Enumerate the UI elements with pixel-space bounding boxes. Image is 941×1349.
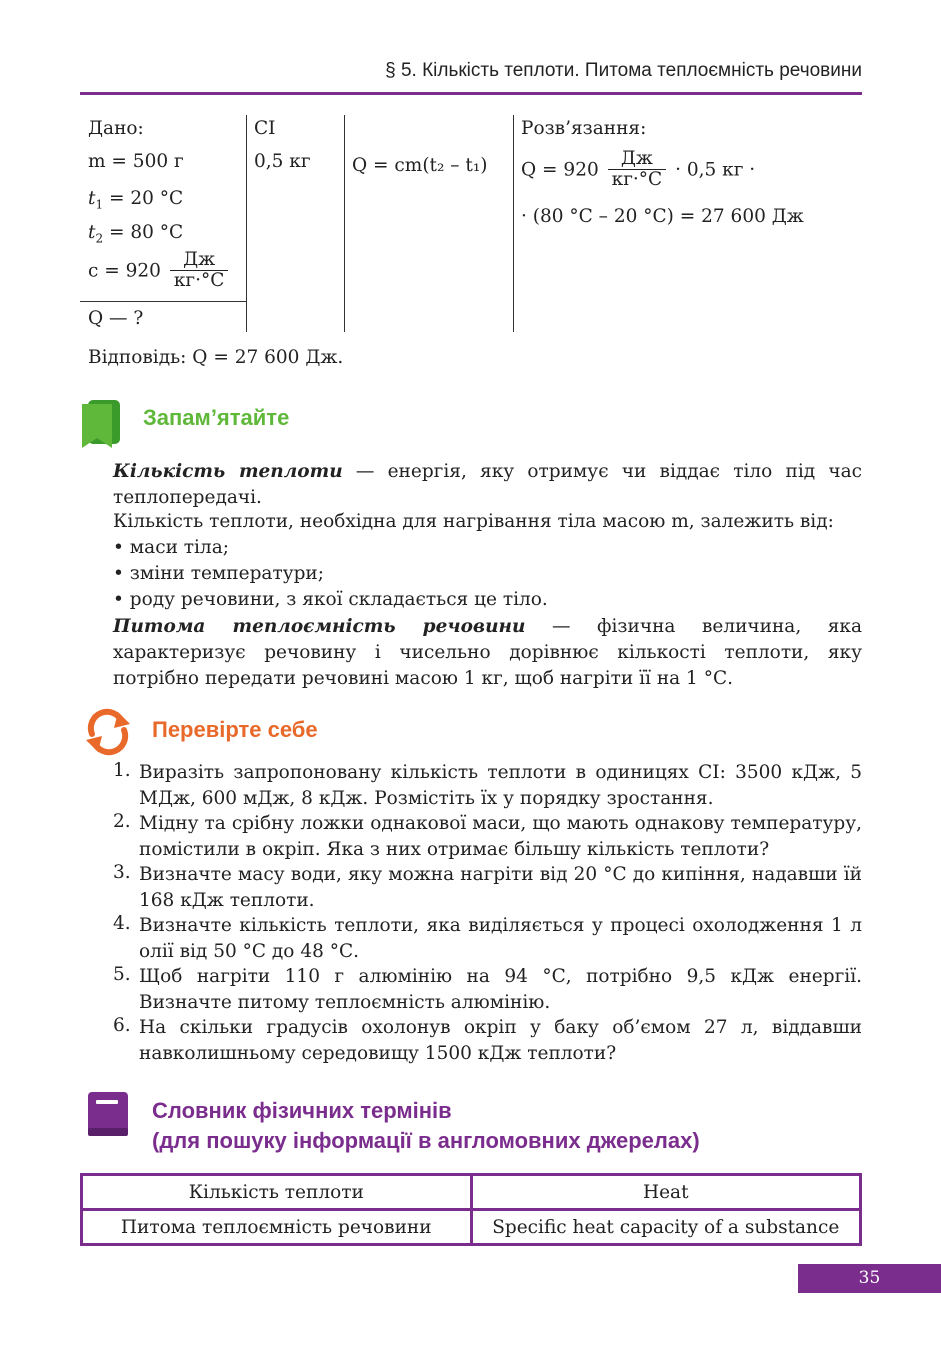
term-english: Specific heat capacity of a substance — [471, 1210, 861, 1245]
divider — [80, 301, 247, 302]
book-icon — [86, 1090, 130, 1142]
question-text: Визначте масу води, яку можна нагріти від 20 °С до кипіння, надавши їй 168 кДж теплоти. — [139, 864, 862, 911]
remember-paragraph-3: Питома теплоємність речовини — фізична величина, яка характеризує речовину і чисельно дорівнює кількості теплоти, яку потрібно передати речовині масою 1 кг, щоб нагріти її на 1 °С. — [113, 616, 862, 689]
bullet-item: • зміни температури; — [113, 563, 324, 584]
given-t2: $t_2 = 80$ °С — [88, 222, 184, 246]
question-text: Мідну та срібну ложки однакової маси, що мають однакову температуру, помістили в окріп. Яка з них отримає більшу кількість теплоти? — [139, 813, 862, 860]
glossary-title-line-1: Словник фізичних термінів — [152, 1098, 452, 1123]
term-ukrainian: Кількість теплоти — [82, 1175, 472, 1210]
bullet-item: • маси тіла; — [113, 537, 229, 558]
t1-value: 20 °С — [130, 188, 184, 209]
question-number: 4. — [113, 913, 131, 934]
answer: Відповідь: Q = 27 600 Дж. — [88, 347, 344, 368]
given-t1: $t_1 = 20$ °С — [88, 188, 184, 212]
si-mass: 0,5 кг — [254, 151, 311, 172]
find-label: Q — ? — [88, 308, 144, 329]
unit-fraction: $\frac{Дж}{кг\cdot^\circ С}$ — [170, 250, 229, 292]
check-title: Перевірте себе — [152, 717, 318, 742]
c-prefix: c = 920 — [88, 260, 161, 282]
question-number: 6. — [113, 1015, 131, 1036]
unit-fraction: $\frac{Дж}{кг\cdot^\circ С}$ — [608, 149, 667, 191]
question-text: Визначте кількість теплоти, яка виділяється у процесі охолодження 1 л олії від 50 °С до 48 °С. — [139, 915, 862, 962]
solution-label: Розв’язання: — [521, 118, 647, 139]
solution-line-1: Q = 920 $\frac{Дж}{кг\cdot^\circ С}$ · 0,5 кг · — [521, 148, 756, 191]
question-text: Виразіть запропоновану кількість теплоти в одиницях СІ: 3500 кДж, 5 МДж, 600 мДж, 8 кДж. Розмістіть їх у порядку зростання. — [139, 762, 862, 809]
glossary-title-line-2: (для пошуку інформації в англомовних джерелах) — [152, 1128, 700, 1153]
question-number: 5. — [113, 964, 131, 985]
divider — [513, 115, 514, 332]
question-number: 2. — [113, 811, 131, 832]
table-row — [82, 1175, 861, 1210]
term-ukrainian: Питома теплоємність речовини — [82, 1210, 472, 1245]
question-text: Щоб нагріти 110 г алюмінію на 94 °С, потрібно 9,5 кДж енергії. Визначте питому теплоємність алюмінію. — [139, 966, 862, 1013]
question-number: 1. — [113, 760, 131, 781]
question-text: На скільки градусів охолонув окріп у баку об’ємом 27 л, віддавши навколишньому середовищу 1500 кДж теплоти? — [139, 1017, 862, 1064]
divider — [344, 115, 345, 332]
header-rule — [80, 92, 862, 95]
bullet-item: • роду речовини, з якої складається це тіло. — [113, 589, 548, 610]
term-english: Heat — [471, 1175, 861, 1210]
bookmark-icon — [80, 398, 122, 454]
given-c — [88, 250, 231, 292]
running-header: § 5. Кількість теплоти. Питома теплоємність речовини — [385, 60, 862, 81]
remember-title: Запам’ятайте — [143, 405, 290, 430]
formula: Q = cm(t₂ – t₁) — [352, 155, 488, 176]
divider — [246, 115, 247, 332]
remember-paragraph-1: Кількість теплоти — енергія, яку отримує чи віддає тіло під час теплопередачі. — [113, 461, 862, 508]
given-label: Дано: — [88, 118, 144, 139]
page-number: 35 — [798, 1264, 941, 1293]
question-number: 3. — [113, 862, 131, 883]
given-mass: m = 500 г — [88, 151, 184, 172]
remember-paragraph-2: Кількість теплоти, необхідна для нагрівання тіла масою m, залежить від: — [113, 511, 834, 532]
t2-value: 80 °С — [130, 222, 184, 243]
table-row — [82, 1210, 861, 1245]
glossary-table — [80, 1173, 862, 1246]
si-label: СІ — [254, 118, 276, 139]
solution-line-2: · (80 °С – 20 °С) = 27 600 Дж — [521, 206, 804, 227]
refresh-icon — [82, 708, 134, 760]
